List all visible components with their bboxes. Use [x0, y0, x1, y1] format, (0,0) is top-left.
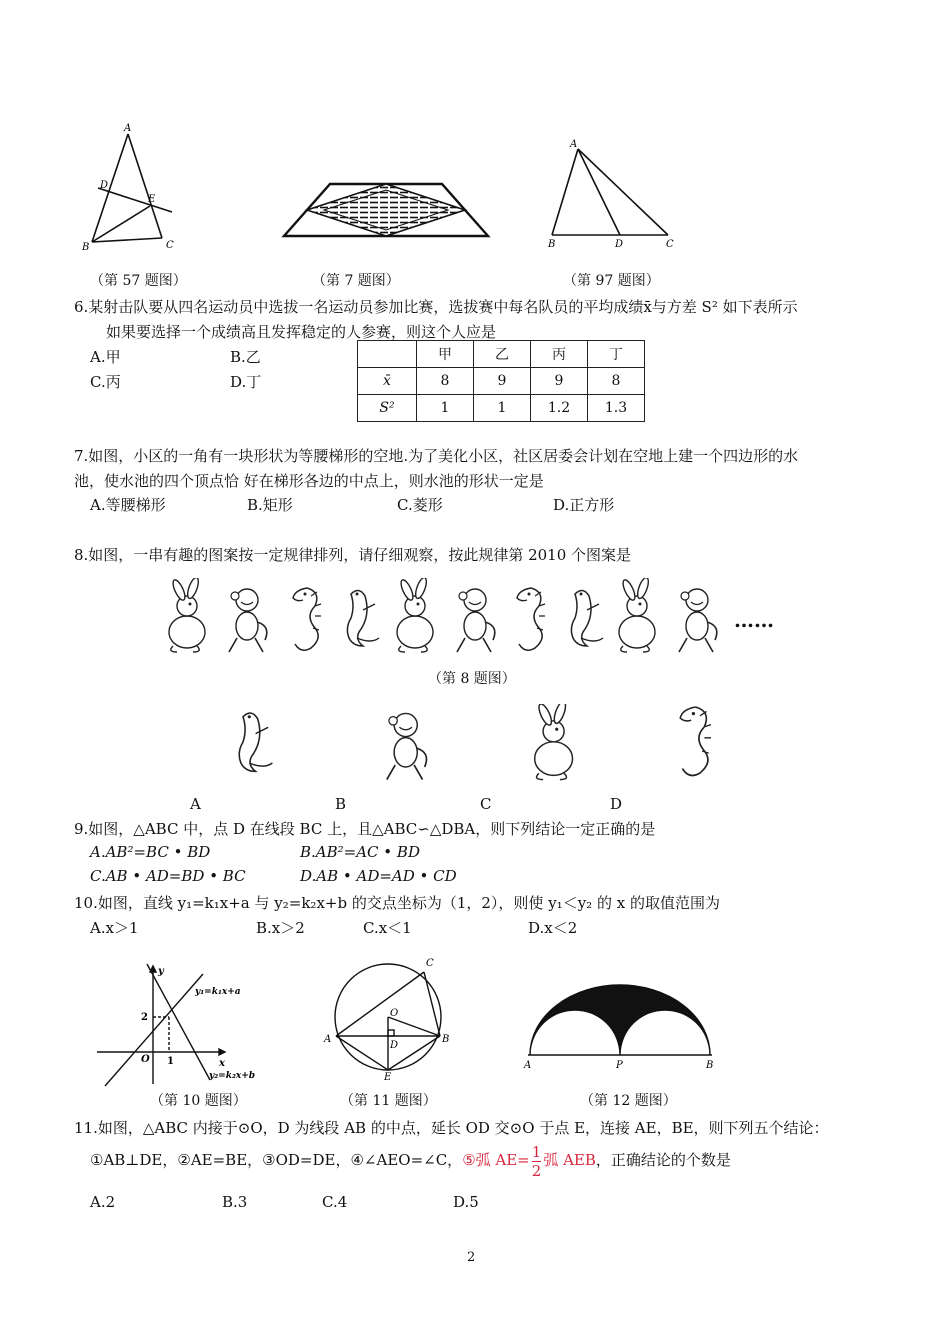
figure-97 — [540, 135, 685, 253]
q6-score-table — [357, 340, 645, 422]
q6-option-d: D.丁 — [230, 373, 262, 391]
line-2-label: y₂=k₂x+b — [209, 1071, 256, 1081]
q11-option-b: B.3 — [222, 1193, 248, 1211]
q8-choice-b-monkey — [370, 704, 440, 782]
question-11-line2 — [90, 1138, 731, 1182]
table-row — [358, 368, 645, 395]
line-1-label: y₁=k₁x+a — [195, 987, 241, 997]
label-C: C — [426, 958, 434, 969]
table-row — [358, 341, 645, 368]
table-cell: 丙 — [531, 341, 588, 368]
caption-11: （第 11 题图） — [340, 1093, 437, 1109]
q7-option-b: B.矩形 — [247, 496, 293, 514]
figure-11-circle — [318, 950, 453, 1083]
q11-statements: ①AB⊥DE，②AE=BE，③OD=DE，④∠AEO=∠C， — [90, 1151, 463, 1169]
label-C: C — [666, 239, 674, 250]
table-cell: 1 — [474, 395, 531, 422]
q8-choice-d-seahorse — [656, 696, 726, 778]
label-E: E — [148, 194, 156, 205]
question-9-line1: 9.如图，△ABC 中，点 D 在线段 BC 上，且△ABC∽△DBA，则下列结论一定正确的是 — [74, 820, 656, 838]
fraction-numerator: 1 — [531, 1142, 542, 1161]
caption-10: （第 10 题图） — [150, 1093, 247, 1109]
q6-option-a: A.甲 — [90, 348, 121, 366]
table-cell: 乙 — [474, 341, 531, 368]
q9-option-d: D.AB • AD=AD • CD — [300, 867, 457, 885]
q10-option-d: D.x＜2 — [528, 919, 578, 937]
q10-option-b: B.x＞2 — [256, 919, 305, 937]
table-cell: 9 — [474, 368, 531, 395]
table-row — [358, 395, 645, 422]
label-B: B — [548, 239, 556, 250]
label-C: C — [166, 240, 174, 251]
q8-ellipsis: …… — [734, 608, 774, 632]
q9-option-a: A.AB²=BC • BD — [90, 843, 211, 861]
question-7-line1: 7.如图，小区的一角有一块形状为等腰梯形的空地.为了美化小区，社区居委会计划在空地上建一个四边形的水 — [74, 447, 799, 465]
label-E: E — [384, 1072, 392, 1083]
table-cell: 1 — [417, 395, 474, 422]
table-cell: 8 — [588, 368, 645, 395]
table-cell: 甲 — [417, 341, 474, 368]
q11-statement-5: ⑤弧 AE= — [462, 1151, 530, 1169]
x-axis-label: x — [219, 1058, 225, 1069]
page-number: 2 — [467, 1250, 476, 1265]
label-O: O — [390, 1008, 399, 1019]
label-D: D — [390, 1040, 399, 1051]
q7-option-d: D.正方形 — [553, 496, 615, 514]
q11-question-end: ，正确结论的个数是 — [595, 1151, 731, 1169]
q10-option-a: A.x＞1 — [90, 919, 139, 937]
fraction-denominator: 2 — [531, 1161, 542, 1180]
table-cell: 8 — [417, 368, 474, 395]
figure-10-graph — [95, 962, 270, 1087]
tick-1: 1 — [167, 1056, 174, 1067]
label-A: A — [570, 139, 578, 150]
question-6-line2: 如果要选择一个成绩高且发挥稳定的人参赛，则这个人应是 — [106, 323, 497, 341]
q10-option-c: C.x＜1 — [363, 919, 412, 937]
q11-statement-5-end: 弧 AEB — [543, 1151, 596, 1169]
q8-choice-a-dolphin — [222, 700, 292, 778]
q6-option-c: C.丙 — [90, 373, 121, 391]
q8-choice-label-b: B — [335, 795, 347, 813]
caption-12: （第 12 题图） — [580, 1093, 677, 1109]
q8-pattern-sequence — [155, 578, 795, 658]
table-cell: 9 — [531, 368, 588, 395]
q11-option-d: D.5 — [453, 1193, 479, 1211]
q8-choice-label-c: C — [480, 795, 492, 813]
table-cell: 1.2 — [531, 395, 588, 422]
question-11-line1: 11.如图，△ABC 内接于⊙O，D 为线段 AB 的中点，延长 OD 交⊙O 于点 E，连接 AE，BE，则下列五个结论： — [74, 1119, 829, 1137]
q8-choice-label-a: A — [190, 795, 201, 813]
y-axis-label: y — [158, 966, 164, 977]
table-cell — [358, 341, 417, 368]
origin-label: O — [141, 1054, 150, 1065]
q7-option-c: C.菱形 — [397, 496, 443, 514]
figure-57 — [80, 120, 190, 255]
caption-57: （第 57 题图） — [90, 273, 187, 289]
figure-7-trapezoid — [280, 180, 492, 240]
q11-option-c: C.4 — [322, 1193, 348, 1211]
q7-option-a: A.等腰梯形 — [90, 496, 166, 514]
q6-option-b: B.乙 — [230, 348, 261, 366]
question-8-line1: 8.如图，一串有趣的图案按一定规律排列，请仔细观察，按此规律第 2010 个图案是 — [74, 546, 632, 564]
label-B: B — [706, 1060, 714, 1071]
caption-97: （第 97 题图） — [563, 273, 660, 289]
caption-8: （第 8 题图） — [428, 671, 516, 687]
label-A: A — [324, 1034, 332, 1045]
q8-choice-c-rabbit — [520, 704, 590, 782]
question-6-line1: 6.某射击队要从四名运动员中选拔一名运动员参加比赛，选拔赛中每名队员的平均成绩x̄与方差 S² 如下表所示 — [74, 298, 798, 316]
q11-option-a: A.2 — [90, 1193, 116, 1211]
tick-2: 2 — [141, 1012, 148, 1023]
figure-12-semicircles — [520, 980, 720, 1072]
label-D: D — [100, 180, 109, 191]
q9-option-c: C.AB • AD=BD • BC — [90, 867, 246, 885]
table-cell: 丁 — [588, 341, 645, 368]
question-7-line2: 池，使水池的四个顶点恰 好在梯形各边的中点上，则水池的形状一定是 — [74, 472, 544, 490]
label-B: B — [442, 1034, 450, 1045]
question-10-line1: 10.如图，直线 y₁=k₁x+a 与 y₂=k₂x+b 的交点坐标为（1，2），则使 y₁＜y₂ 的 x 的取值范围为 — [74, 894, 720, 912]
label-A: A — [524, 1060, 532, 1071]
table-cell: 1.3 — [588, 395, 645, 422]
label-P: P — [616, 1060, 623, 1071]
fraction-one-half — [532, 1143, 542, 1180]
caption-7: （第 7 题图） — [312, 273, 400, 289]
table-cell: S² — [358, 395, 417, 422]
q8-choice-label-d: D — [610, 795, 623, 813]
table-cell: x̄ — [358, 368, 417, 395]
label-D: D — [615, 239, 624, 250]
q9-option-b: B.AB²=AC • BD — [300, 843, 420, 861]
label-B: B — [82, 242, 90, 253]
label-A: A — [124, 123, 132, 134]
